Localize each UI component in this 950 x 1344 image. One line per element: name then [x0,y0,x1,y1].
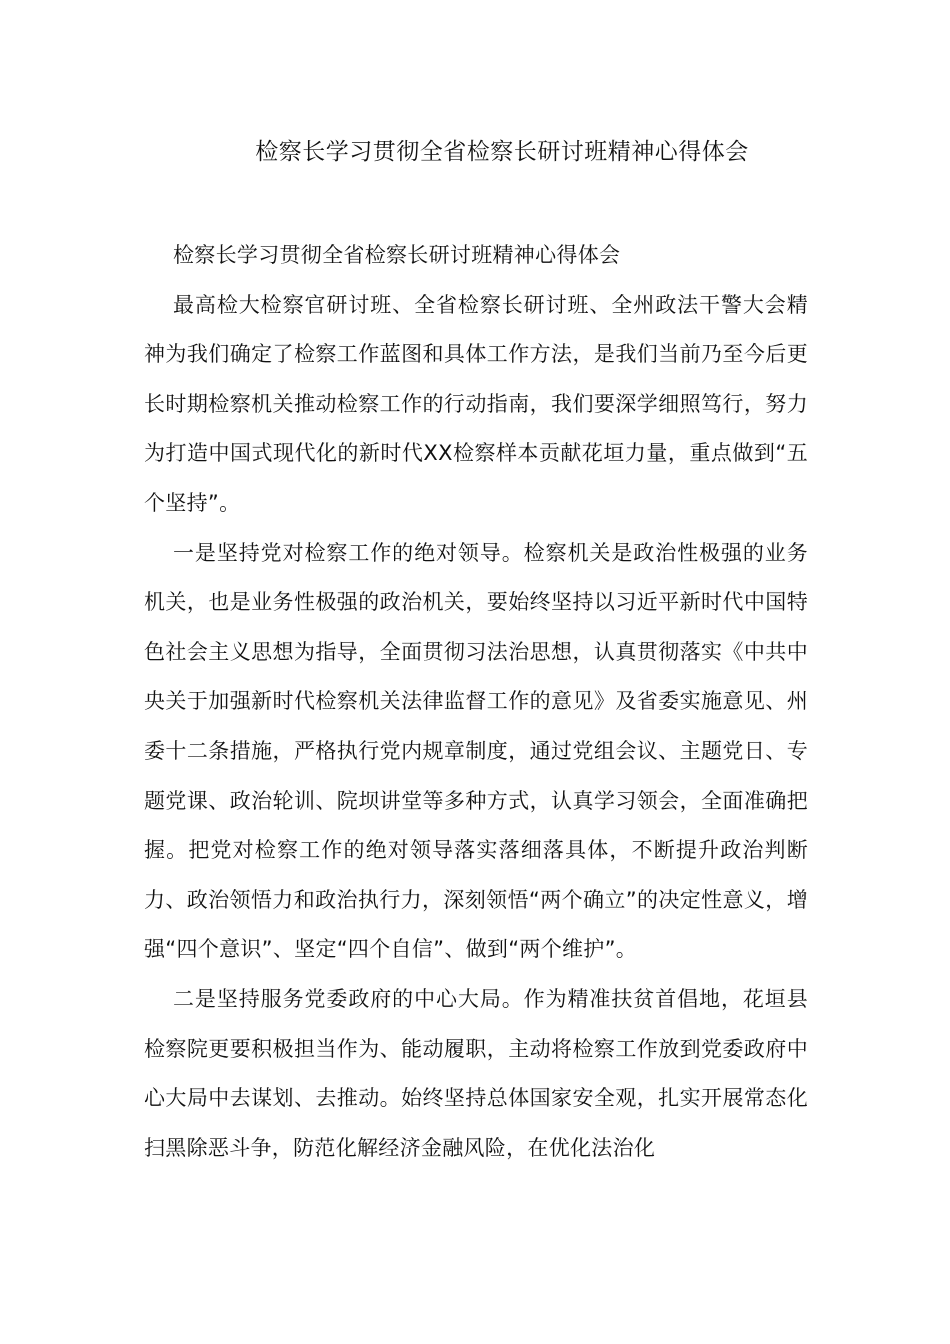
paragraph-point-one: 一是坚持党对检察工作的绝对领导。检察机关是政治性极强的业务机关，也是业务性极强的政治机关，要始终坚持以习近平新时代中国特色社会主义思想为指导，全面贯彻习法治思想，认真贯彻落实《中共中央关于加强新时代检察机关法律监督工作的意见》及省委实施意见、州委十二条措施，严格执行党内规章制度，通过党组会议、主题党日、专题党课、政治轮训、院坝讲堂等多种方式，认真学习领会，全面准确把握。把党对检察工作的绝对领导落实落细落具体，不断提升政治判断力、政治领悟力和政治执行力，深刻领悟“两个确立”的决定性意义，增强“四个意识”、坚定“四个自信”、做到“两个维护”。 [144,540,808,962]
document-body [144,231,808,1173]
paragraph-point-two: 二是坚持服务党委政府的中心大局。作为精准扶贫首倡地，花垣县检察院更要积极担当作为、能动履职，主动将检察工作放到党委政府中心大局中去谋划、去推动。始终坚持总体国家安全观，扎实开展常态化扫黑除恶斗争，防范化解经济金融风险，在优化法治化 [144,986,808,1160]
paragraph-subtitle: 检察长学习贯彻全省检察长研讨班精神心得体会 [173,243,621,267]
paragraph-intro: 最高检大检察官研讨班、全省检察长研讨班、全州政法干警大会精神为我们确定了检察工作蓝图和具体工作方法，是我们当前乃至今后更长时期检察机关推动检察工作的行动指南，我们要深学细照笃行，努力为打造中国式现代化的新时代XX检察样本贡献花垣力量，重点做到“五个坚持”。 [144,292,808,515]
document-title: 检察长学习贯彻全省检察长研讨班精神心得体会 [255,139,749,165]
